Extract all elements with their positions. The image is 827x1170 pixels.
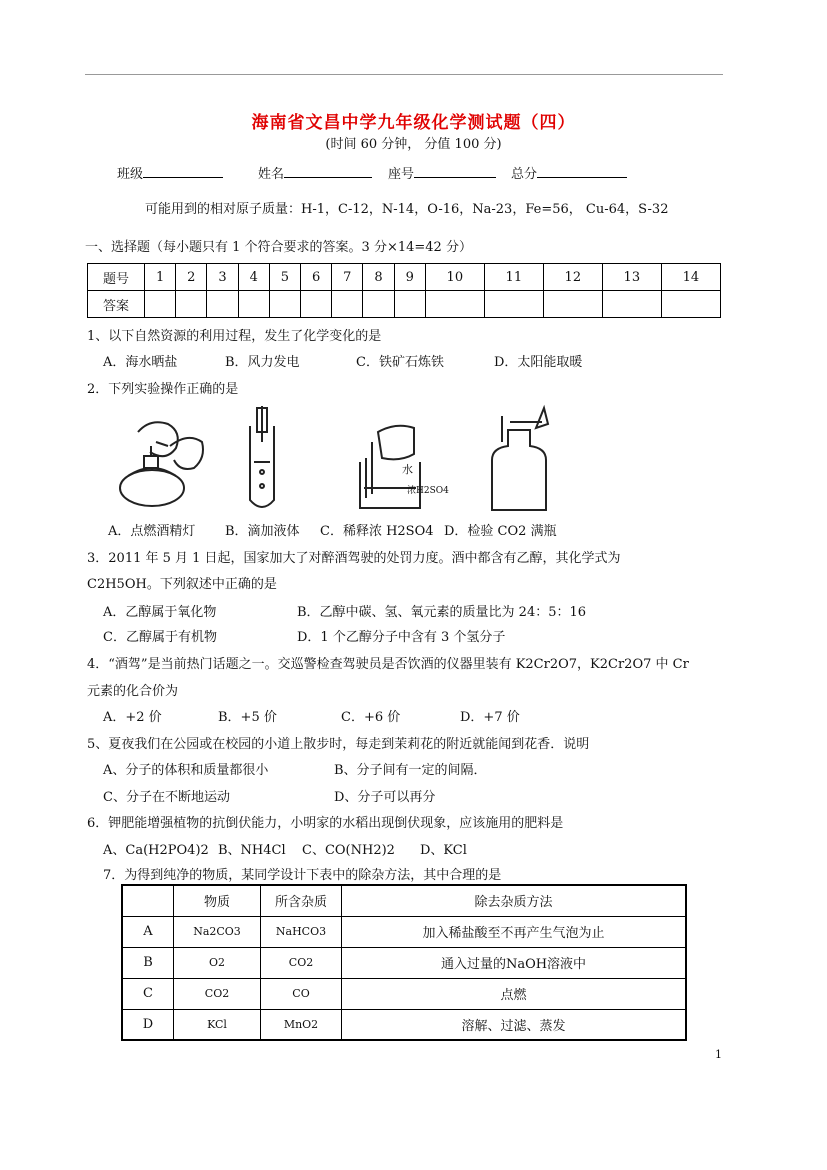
q2-figure-lab-operations bbox=[110, 402, 550, 517]
table-row[interactable] bbox=[122, 1009, 686, 1040]
table-header-cell: 所含杂质 bbox=[261, 885, 342, 916]
name-blank[interactable] bbox=[284, 163, 372, 178]
table-row[interactable] bbox=[122, 978, 686, 1009]
table-cell: 点燃 bbox=[342, 978, 687, 1009]
header-rule bbox=[85, 74, 723, 75]
q3-option-c[interactable]: C．乙醇属于有机物 bbox=[103, 630, 217, 645]
answer-cell[interactable] bbox=[425, 291, 484, 318]
table-cell: KCl bbox=[174, 1009, 261, 1040]
q4-option-c[interactable]: C．+6 价 bbox=[341, 710, 401, 725]
q5-stem: 5、夏夜我们在公园或在校园的小道上散步时，每走到茉莉花的附近就能闻到花香．说明 bbox=[87, 737, 590, 752]
question-number: 13 bbox=[602, 264, 661, 291]
q5-option-b[interactable]: B、分子间有一定的间隔． bbox=[334, 763, 487, 778]
class-blank[interactable] bbox=[143, 163, 223, 178]
table-header-row bbox=[122, 885, 686, 916]
table-header-cell bbox=[122, 885, 174, 916]
question-number: 5 bbox=[269, 264, 300, 291]
table-cell: CO2 bbox=[174, 978, 261, 1009]
q6-stem: 6．钾肥能增强植物的抗倒伏能力，小明家的水稻出现倒伏现象，应该施用的肥料是 bbox=[87, 816, 564, 831]
table-cell: Na2CO3 bbox=[174, 916, 261, 947]
q1-option-a[interactable]: A．海水晒盐 bbox=[103, 355, 178, 370]
table-row[interactable] bbox=[122, 916, 686, 947]
q3-stem-line1: 3．2011 年 5 月 1 日起，国家加大了对醉酒驾驶的处罚力度。酒中都含有乙醇，其化学式为 bbox=[87, 551, 621, 566]
score-label: 总分 bbox=[511, 167, 538, 182]
table-cell: 通入过量的NaOH溶液中 bbox=[342, 947, 687, 978]
q2-option-d[interactable]: D．检验 CO2 满瓶 bbox=[444, 524, 557, 539]
table-row[interactable] bbox=[122, 947, 686, 978]
table-cell: 溶解、过滤、蒸发 bbox=[342, 1009, 687, 1040]
table-cell: D bbox=[122, 1009, 174, 1040]
answer-cell[interactable] bbox=[145, 291, 176, 318]
answer-cell[interactable] bbox=[363, 291, 394, 318]
q2-option-c[interactable]: C．稀释浓 H2SO4 bbox=[320, 524, 434, 539]
row-label: 答案 bbox=[88, 291, 145, 318]
table-cell: CO2 bbox=[261, 947, 342, 978]
class-field bbox=[117, 163, 223, 182]
q6-option-c[interactable]: C、CO(NH2)2 bbox=[302, 843, 395, 858]
seat-field bbox=[388, 163, 496, 182]
table-header-cell: 除去杂质方法 bbox=[342, 885, 687, 916]
q4-option-a[interactable]: A．+2 价 bbox=[103, 710, 162, 725]
question-number: 3 bbox=[207, 264, 238, 291]
q2-fig-label-acid: 浓H2SO4 bbox=[407, 486, 449, 496]
question-number: 9 bbox=[394, 264, 425, 291]
score-blank[interactable] bbox=[537, 163, 627, 178]
table-cell: A bbox=[122, 916, 174, 947]
q1-option-c[interactable]: C．铁矿石炼铁 bbox=[356, 355, 444, 370]
question-number: 8 bbox=[363, 264, 394, 291]
q3-option-b[interactable]: B．乙醇中碳、氢、氧元素的质量比为 24：5：16 bbox=[297, 605, 587, 620]
answer-cell[interactable] bbox=[207, 291, 238, 318]
table-cell: 加入稀盐酸至不再产生气泡为止 bbox=[342, 916, 687, 947]
q4-stem-line2: 元素的化合价为 bbox=[87, 684, 179, 699]
table-cell: NaHCO3 bbox=[261, 916, 342, 947]
q2-stem: 2．下列实验操作正确的是 bbox=[87, 382, 239, 397]
q4-option-d[interactable]: D．+7 价 bbox=[460, 710, 520, 725]
seat-blank[interactable] bbox=[414, 163, 496, 178]
q6-option-a[interactable]: A、Ca(H2PO4)2 bbox=[103, 843, 209, 858]
question-number: 1 bbox=[145, 264, 176, 291]
table-header-cell: 物质 bbox=[174, 885, 261, 916]
gas-bottle-icon bbox=[492, 408, 548, 510]
question-number: 12 bbox=[543, 264, 602, 291]
q5-option-a[interactable]: A、分子的体积和质量都很小 bbox=[103, 763, 269, 778]
q2-option-b[interactable]: B．滴加液体 bbox=[225, 524, 300, 539]
answer-table-number-row bbox=[88, 264, 721, 291]
answer-cell[interactable] bbox=[484, 291, 543, 318]
table-cell: C bbox=[122, 978, 174, 1009]
row-label: 题号 bbox=[88, 264, 145, 291]
question-number: 4 bbox=[238, 264, 269, 291]
question-number: 10 bbox=[425, 264, 484, 291]
page-number: 1 bbox=[715, 1048, 722, 1061]
q3-option-d[interactable]: D．1 个乙醇分子中含有 3 个氢分子 bbox=[297, 630, 506, 645]
q1-option-b[interactable]: B．风力发电 bbox=[225, 355, 300, 370]
q5-option-d[interactable]: D、分子可以再分 bbox=[334, 790, 436, 805]
alcohol-lamp-icon bbox=[120, 422, 203, 506]
name-label: 姓名 bbox=[258, 167, 285, 182]
question-number: 6 bbox=[301, 264, 332, 291]
q1-option-d[interactable]: D．太阳能取暖 bbox=[494, 355, 583, 370]
q7-stem: 7．为得到纯净的物质，某同学设计下表中的除杂方法，其中合理的是 bbox=[103, 868, 502, 883]
answer-table bbox=[87, 263, 721, 318]
name-field bbox=[258, 163, 372, 182]
answer-cell[interactable] bbox=[269, 291, 300, 318]
table-cell: O2 bbox=[174, 947, 261, 978]
table-cell: MnO2 bbox=[261, 1009, 342, 1040]
exam-time-score: (时间 60 分钟， 分值 100 分) bbox=[325, 137, 502, 152]
page-title: 海南省文昌中学九年级化学测试题（四） bbox=[251, 113, 576, 133]
q1-stem: 1、以下自然资源的利用过程，发生了化学变化的是 bbox=[87, 329, 382, 344]
atomic-masses: 可能用到的相对原子质量：H-1，C-12，N-14，O-16，Na-23，Fe=56， Cu-64，S-32 bbox=[145, 202, 669, 217]
answer-cell[interactable] bbox=[394, 291, 425, 318]
q2-fig-label-water: 水 bbox=[402, 463, 413, 476]
question-number: 11 bbox=[484, 264, 543, 291]
question-number: 14 bbox=[661, 264, 720, 291]
answer-cell[interactable] bbox=[661, 291, 720, 318]
q7-purification-table bbox=[121, 884, 687, 1041]
q4-option-b[interactable]: B．+5 价 bbox=[218, 710, 277, 725]
q6-option-b[interactable]: B、NH4Cl bbox=[218, 843, 286, 858]
answer-cell[interactable] bbox=[176, 291, 207, 318]
score-field bbox=[511, 163, 627, 182]
question-number: 7 bbox=[332, 264, 363, 291]
answer-cell[interactable] bbox=[238, 291, 269, 318]
question-number: 2 bbox=[176, 264, 207, 291]
q6-option-d[interactable]: D、KCl bbox=[420, 843, 467, 858]
q5-option-c[interactable]: C、分子在不断地运动 bbox=[103, 790, 230, 805]
table-cell: B bbox=[122, 947, 174, 978]
seat-label: 座号 bbox=[388, 167, 415, 182]
q3-option-a[interactable]: A．乙醇属于氧化物 bbox=[103, 605, 217, 620]
answer-cell[interactable] bbox=[602, 291, 661, 318]
answer-cell[interactable] bbox=[301, 291, 332, 318]
class-label: 班级 bbox=[117, 167, 144, 182]
q3-stem-line2: C2H5OH。下列叙述中正确的是 bbox=[87, 577, 277, 592]
answer-cell[interactable] bbox=[332, 291, 363, 318]
test-tube-dropper-icon bbox=[250, 406, 274, 507]
table-cell: CO bbox=[261, 978, 342, 1009]
q4-stem-line1: 4．“酒驾”是当前热门话题之一。交巡警检查驾驶员是否饮酒的仪器里装有 K2Cr2O7，K2Cr2O7 中 Cr bbox=[87, 657, 689, 672]
q2-option-a[interactable]: A．点燃酒精灯 bbox=[108, 524, 196, 539]
answer-cell[interactable] bbox=[543, 291, 602, 318]
section-heading: 一、选择题（每小题只有 1 个符合要求的答案。3 分×14=42 分） bbox=[85, 240, 472, 255]
answer-table-answer-row bbox=[88, 291, 721, 318]
